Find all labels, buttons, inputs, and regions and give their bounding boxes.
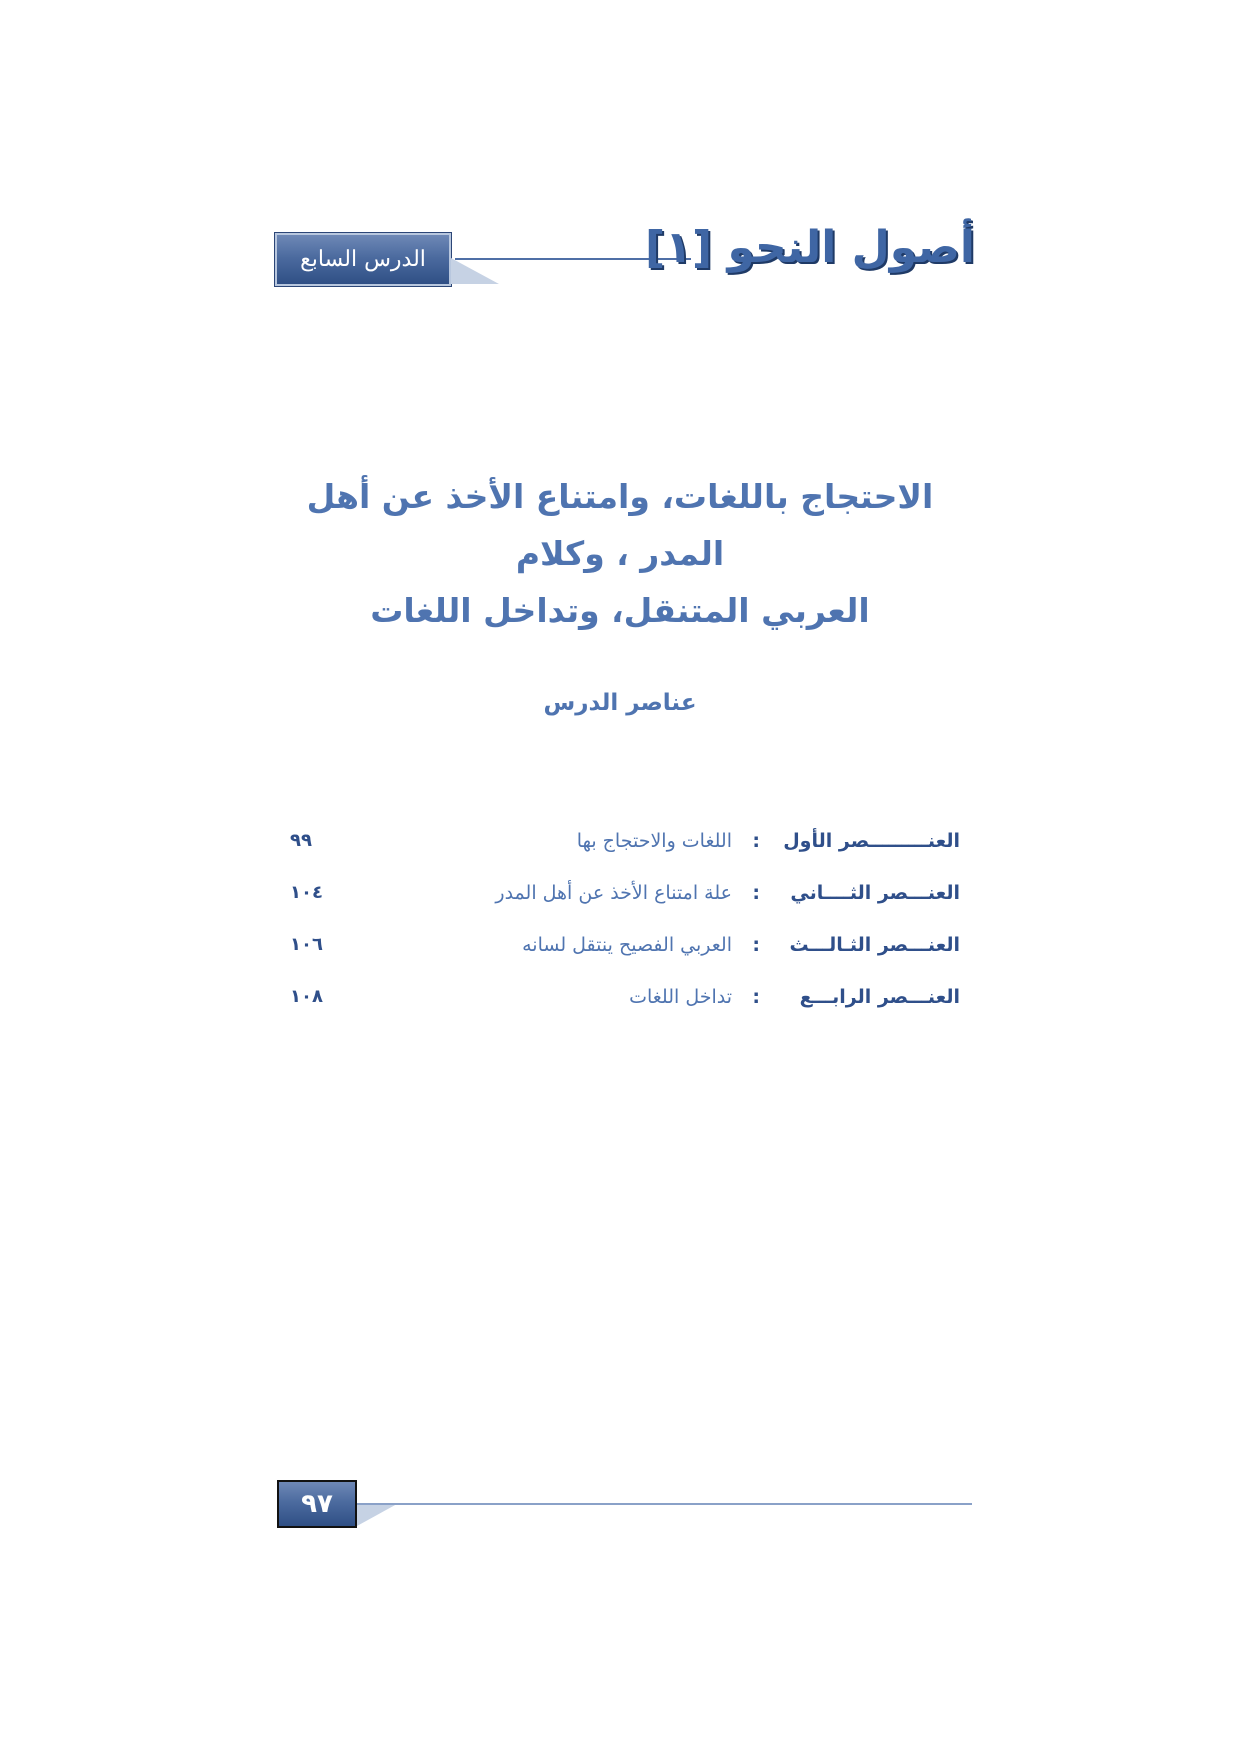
lesson-title-line-2: العربي المتنقل، وتداخل اللغات (370, 591, 870, 630)
elements-list (290, 830, 960, 1038)
element-label: العنـــــــــصر الأول (783, 830, 960, 852)
lesson-number-label: الدرس السابع (300, 247, 426, 272)
element-title: علة امتناع الأخذ عن أهل المدر (495, 882, 732, 904)
page-number-shadow (357, 1504, 397, 1526)
list-item (290, 830, 960, 882)
element-label: العنـــصر الرابـــع (799, 986, 960, 1008)
element-page-number: ١٠٤ (290, 882, 323, 903)
element-page-number: ١٠٦ (290, 934, 323, 955)
element-title: اللغات والاحتجاج بها (576, 830, 732, 852)
page-header (0, 0, 1240, 300)
separator: : (752, 830, 760, 852)
page-number: ٩٧ (301, 1489, 333, 1519)
list-item (290, 882, 960, 934)
element-page-number: ١٠٨ (290, 986, 323, 1007)
element-title: العربي الفصيح ينتقل لسانه (522, 934, 732, 956)
separator: : (752, 882, 760, 904)
element-page-number: ٩٩ (290, 830, 312, 851)
badge-shadow (451, 258, 499, 284)
element-label: العنـــصر الثـالـــث (789, 934, 960, 956)
course-title: أصول النحو [١] (645, 222, 975, 273)
page-number-box (277, 1480, 357, 1528)
lesson-number-badge (275, 233, 451, 286)
list-item (290, 986, 960, 1038)
separator: : (752, 986, 760, 1008)
lesson-title-line-1: الاحتجاج باللغات، وامتناع الأخذ عن أهل المدر ، وكلام (306, 477, 934, 573)
footer-divider (357, 1503, 972, 1505)
separator: : (752, 934, 760, 956)
elements-heading: عناصر الدرس (543, 690, 697, 716)
lesson-title (280, 468, 960, 639)
element-label: العنـــصر الثــــاني (790, 882, 960, 904)
list-item (290, 934, 960, 986)
element-title: تداخل اللغات (629, 986, 732, 1008)
